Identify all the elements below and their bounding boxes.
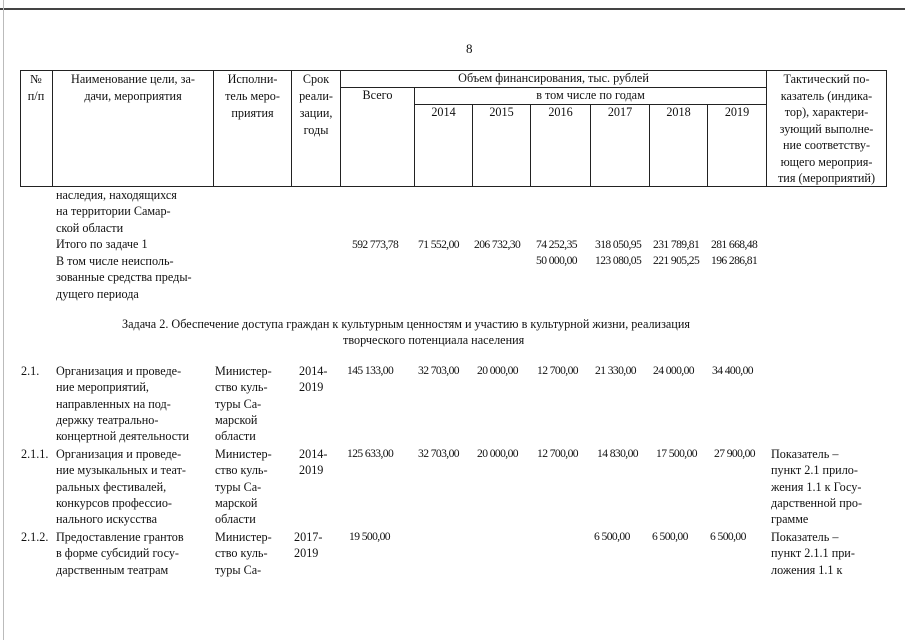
header-col-term: Срок реали- зации, годы <box>299 72 333 137</box>
header-year: 2019 <box>724 105 750 119</box>
total-row-year: 281 668,48 <box>711 238 758 251</box>
row-year: 6 500,00 <box>710 530 746 543</box>
header-col-executor: Исполни- тель меро- приятия <box>225 72 280 120</box>
header-year: 2018 <box>666 105 691 119</box>
task2-heading-line2: творческого потенциала населения <box>343 333 525 347</box>
row-executor: Министер- ство куль- туры Са- марской области <box>215 447 272 527</box>
row-year: 21 330,00 <box>595 364 636 377</box>
total-row-year: 318 050,95 <box>595 238 642 251</box>
header-year: 2017 <box>607 105 633 119</box>
row-year: 20 000,00 <box>477 364 518 377</box>
header-col-total: Всего <box>362 88 393 102</box>
total-row-year: 206 732,30 <box>474 238 521 251</box>
header-year: 2016 <box>548 105 573 119</box>
row-year: 34 400,00 <box>712 364 753 377</box>
row-name: Предоставление грантов в форме субсидий госу- дарственным театрам <box>56 530 184 577</box>
header-col-number: № п/п <box>27 72 45 103</box>
row-year: 14 830,00 <box>597 447 638 460</box>
row-executor: Министер- ство куль- туры Са- марской области <box>215 364 272 444</box>
row-indicator: Показатель – пункт 2.1 прило- жения 1.1 к Госу- дарственной про- грамме <box>771 447 863 527</box>
total-row-total: 592 773,78 <box>352 238 399 251</box>
row-year: 6 500,00 <box>652 530 688 543</box>
row-year: 32 703,00 <box>418 447 459 460</box>
row-term: 2014- 2019 <box>299 447 328 478</box>
row-number: 2.1. <box>21 364 40 378</box>
row-year: 12 700,00 <box>537 364 578 377</box>
row-number: 2.1.2. <box>21 530 49 544</box>
scan-border-top <box>0 8 905 10</box>
row-year: 32 703,00 <box>418 364 459 377</box>
row-executor: Министер- ство куль- туры Са- <box>215 530 272 577</box>
row-term: 2017- 2019 <box>294 530 323 561</box>
header-col-finance: Объем финансирования, тыс. рублей <box>458 71 649 85</box>
row-total: 125 633,00 <box>347 447 394 460</box>
row-total: 145 133,00 <box>347 364 394 377</box>
task2-heading-line1: Задача 2. Обеспечение доступа граждан к культурным ценностям и участию в культурной жизни, реализация <box>122 317 690 331</box>
row-name: Организация и проведе- ние мероприятий, направленных на под- держку театрально- концертной деятельности <box>56 364 190 444</box>
header-year: 2015 <box>489 105 514 119</box>
row-year: 20 000,00 <box>477 447 518 460</box>
row-number: 2.1.1. <box>21 447 49 461</box>
header-col-by-years: в том числе по годам <box>536 88 645 102</box>
row-indicator: Показатель – пункт 2.1.1 при- ложения 1.1 к <box>771 530 855 577</box>
row-year: 27 900,00 <box>714 447 755 460</box>
row-year: 17 500,00 <box>656 447 697 460</box>
page-number: 8 <box>466 41 473 56</box>
unused-row-year: 123 080,05 <box>595 254 642 267</box>
total-row-label: Итого по задаче 1 <box>56 237 148 251</box>
unused-row-label: В том числе неисполь- зованные средства преды- дущего периода <box>56 254 192 301</box>
row-year: 6 500,00 <box>594 530 630 543</box>
row-year: 24 000,00 <box>653 364 694 377</box>
unused-row-year: 221 905,25 <box>653 254 700 267</box>
unused-row-year: 50 000,00 <box>536 254 577 267</box>
header-year: 2014 <box>431 105 456 119</box>
total-row-year: 71 552,00 <box>418 238 459 251</box>
row-year: 12 700,00 <box>537 447 578 460</box>
row-term: 2014- 2019 <box>299 364 328 395</box>
header-col-name: Наименование цели, за- дачи, мероприятия <box>71 72 195 103</box>
row-name: Организация и проведе- ние музыкальных и теат- ральных фестивалей, конкурсов профессио- нального искусства <box>56 447 186 527</box>
header-col-indicator: Тактический по- казатель (индика- тор), характери- зующий выполне- ние соответству- ющего мероприя- тия (мероприятий) <box>777 72 876 185</box>
unused-row-year: 196 286,81 <box>711 254 758 267</box>
total-row-year: 231 789,81 <box>653 238 700 251</box>
continuation-text: наследия, находящихся на территории Самар- ской области <box>56 188 177 235</box>
row-total: 19 500,00 <box>349 530 390 543</box>
scan-border-left <box>3 0 4 640</box>
total-row-year: 74 252,35 <box>536 238 577 251</box>
